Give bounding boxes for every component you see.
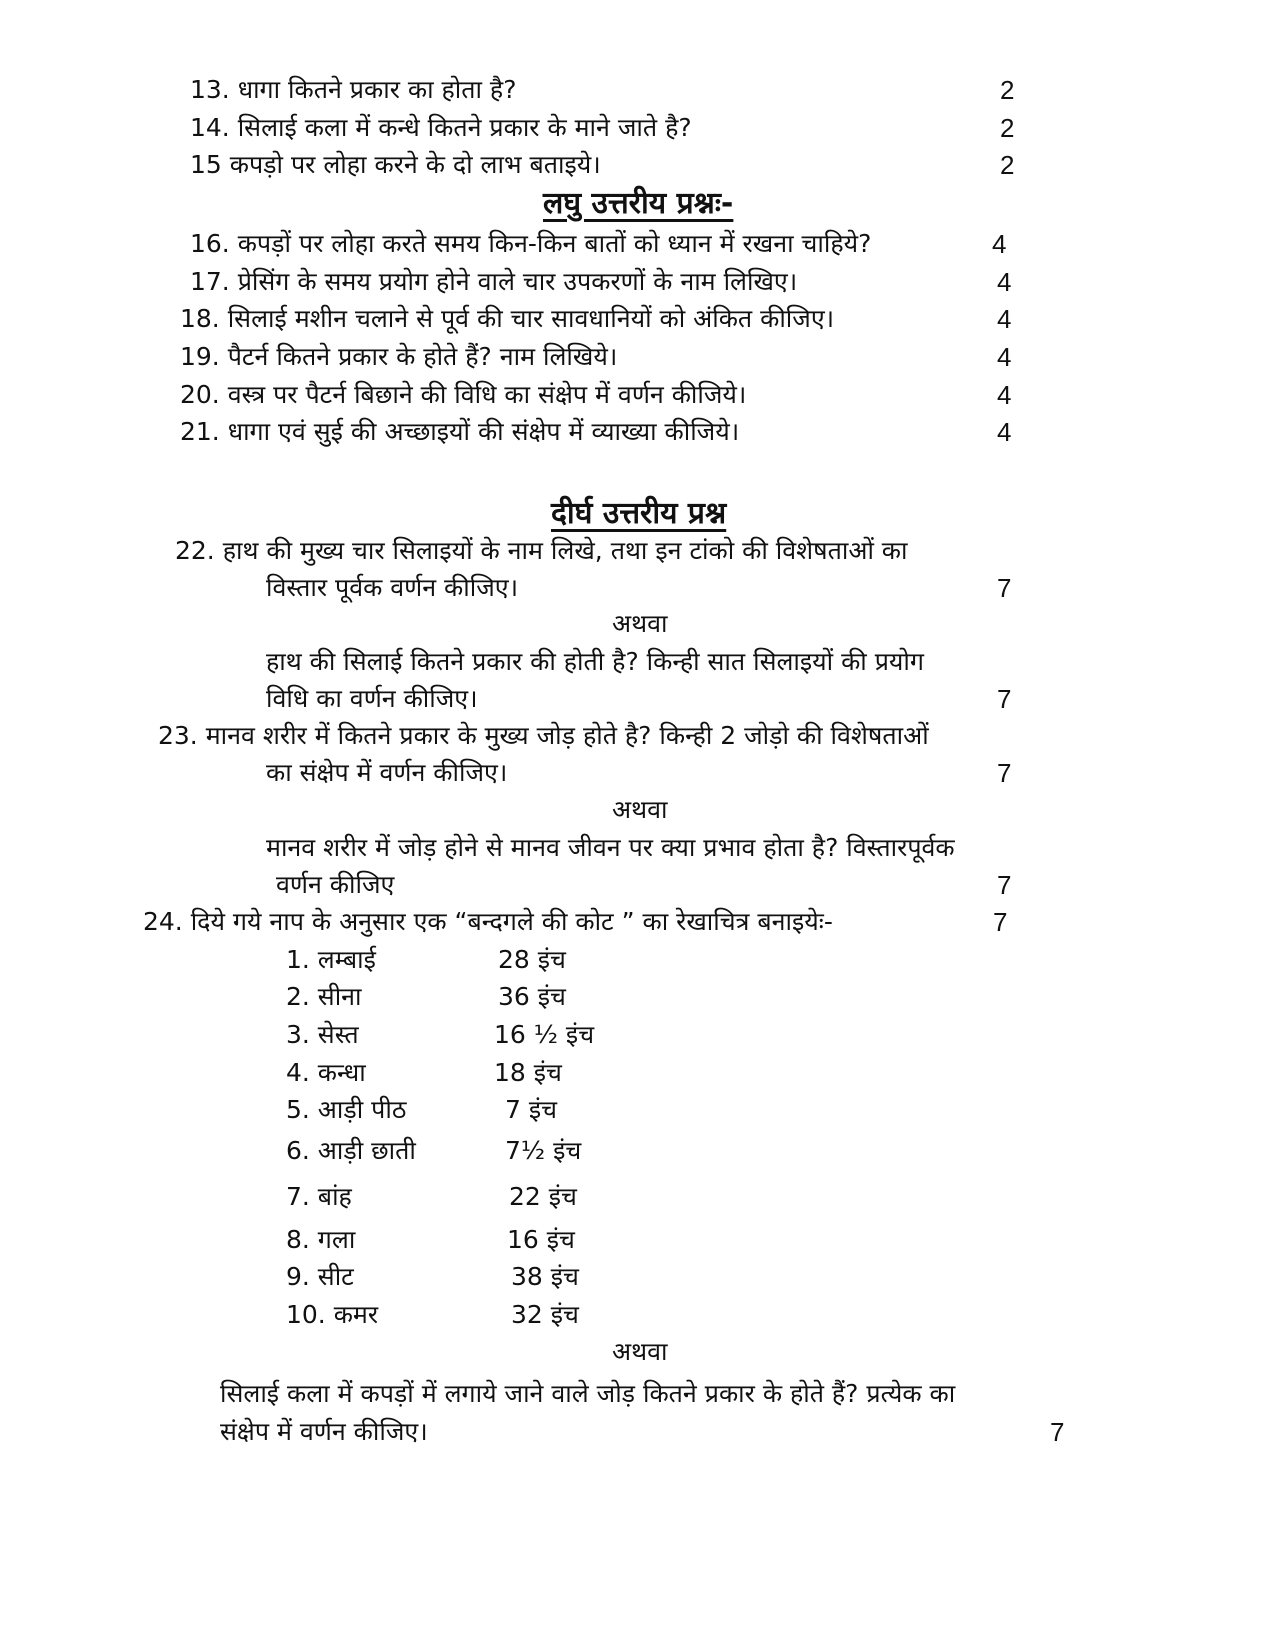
measurement-value: 16 ½ इंच xyxy=(494,1020,595,1049)
question-24-line1: 24. दिये गये नाप के अनुसार एक “बन्दगले की कोट ” का रेखाचित्र बनाइयेः- xyxy=(143,907,833,936)
marks-16: 4 xyxy=(992,229,1007,259)
measurement-value: 32 इंच xyxy=(511,1300,579,1329)
marks-15: 2 xyxy=(1000,150,1015,180)
question-20: 20. वस्त्र पर पैटर्न बिछाने की विधि का संक्षेप में वर्णन कीजिये। xyxy=(180,380,747,409)
question-15: 15 कपड़ो पर लोहा करने के दो लाभ बताइये। xyxy=(190,150,601,179)
measurement-label: 4. कन्धा xyxy=(286,1058,366,1087)
measurement-label: 6. आड़ी छाती xyxy=(286,1136,416,1165)
marks-22-alt: 7 xyxy=(997,684,1012,714)
question-16: 16. कपड़ों पर लोहा करते समय किन-किन बातों को ध्यान में रखना चाहिये? xyxy=(190,229,872,258)
marks-21: 4 xyxy=(997,417,1012,447)
measurement-label: 7. बांह xyxy=(286,1182,352,1211)
marks-24-alt: 7 xyxy=(1050,1417,1065,1447)
question-17: 17. प्रेसिंग के समय प्रयोग होने वाले चार उपकरणों के नाम लिखिए। xyxy=(190,267,798,296)
or-label-24: अथवा xyxy=(612,1337,668,1366)
question-18: 18. सिलाई मशीन चलाने से पूर्व की चार सावधानियों को अंकित कीजिए। xyxy=(180,304,835,333)
question-23-line1: 23. मानव शरीर में कितने प्रकार के मुख्य जोड़ होते है? किन्ही 2 जोड़ो की विशेषताओं xyxy=(158,721,929,750)
measurement-label: 8. गला xyxy=(286,1225,356,1254)
section-heading-long-answer: दीर्घ उत्तरीय प्रश्न xyxy=(551,496,727,531)
question-23-alt-line1: मानव शरीर में जोड़ होने से मानव जीवन पर क्या प्रभाव होता है? विस्तारपूर्वक xyxy=(266,833,955,862)
question-13: 13. धागा कितने प्रकार का होता है? xyxy=(190,75,517,104)
question-21: 21. धागा एवं सुई की अच्छाइयों की संक्षेप में व्याख्या कीजिये। xyxy=(180,417,740,446)
measurement-label: 2. सीना xyxy=(286,982,362,1011)
section-heading-short-answer: लघु उत्तरीय प्रश्नः- xyxy=(543,186,734,221)
measurement-value: 22 इंच xyxy=(509,1182,577,1211)
marks-13: 2 xyxy=(1000,75,1015,105)
measurement-label: 5. आड़ी पीठ xyxy=(286,1095,407,1124)
question-22-alt-line1: हाथ की सिलाई कितने प्रकार की होती है? किन्ही सात सिलाइयों की प्रयोग xyxy=(266,647,924,676)
measurement-value: 16 इंच xyxy=(507,1225,575,1254)
or-label-22: अथवा xyxy=(612,609,668,638)
question-24-alt-line1: सिलाई कला में कपड़ों में लगाये जाने वाले जोड़ कितने प्रकार के होते हैं? प्रत्येक का xyxy=(220,1379,956,1408)
marks-24: 7 xyxy=(993,907,1008,937)
measurement-label: 1. लम्बाई xyxy=(286,945,376,974)
measurement-value: 18 इंच xyxy=(494,1058,562,1087)
marks-23: 7 xyxy=(997,758,1012,788)
measurement-label: 3. सेस्त xyxy=(286,1020,359,1049)
measurement-value: 38 इंच xyxy=(511,1262,579,1291)
measurement-value: 7½ इंच xyxy=(505,1136,582,1165)
measurement-value: 36 इंच xyxy=(498,982,566,1011)
measurement-label: 10. कमर xyxy=(286,1300,379,1329)
question-22-line2: विस्तार पूर्वक वर्णन कीजिए। xyxy=(266,573,519,602)
marks-17: 4 xyxy=(997,267,1012,297)
question-24-alt-line2: संक्षेप में वर्णन कीजिए। xyxy=(220,1417,428,1446)
marks-19: 4 xyxy=(997,342,1012,372)
or-label-23: अथवा xyxy=(612,795,668,824)
measurement-label: 9. सीट xyxy=(286,1262,354,1291)
question-14: 14. सिलाई कला में कन्धे कितने प्रकार के माने जाते है? xyxy=(190,113,692,142)
measurement-value: 7 इंच xyxy=(505,1095,558,1124)
question-23-alt-line2: वर्णन कीजिए xyxy=(276,870,395,899)
marks-18: 4 xyxy=(997,304,1012,334)
question-22-alt-line2: विधि का वर्णन कीजिए। xyxy=(266,684,478,713)
question-19: 19. पैटर्न कितने प्रकार के होते हैं? नाम लिखिये। xyxy=(180,342,618,371)
marks-22: 7 xyxy=(997,573,1012,603)
question-23-line2: का संक्षेप में वर्णन कीजिए। xyxy=(266,758,508,787)
marks-20: 4 xyxy=(997,380,1012,410)
question-22-line1: 22. हाथ की मुख्य चार सिलाइयों के नाम लिखे, तथा इन टांको की विशेषताओं का xyxy=(175,536,908,565)
measurement-value: 28 इंच xyxy=(498,945,566,974)
marks-14: 2 xyxy=(1000,113,1015,143)
marks-23-alt: 7 xyxy=(997,870,1012,900)
